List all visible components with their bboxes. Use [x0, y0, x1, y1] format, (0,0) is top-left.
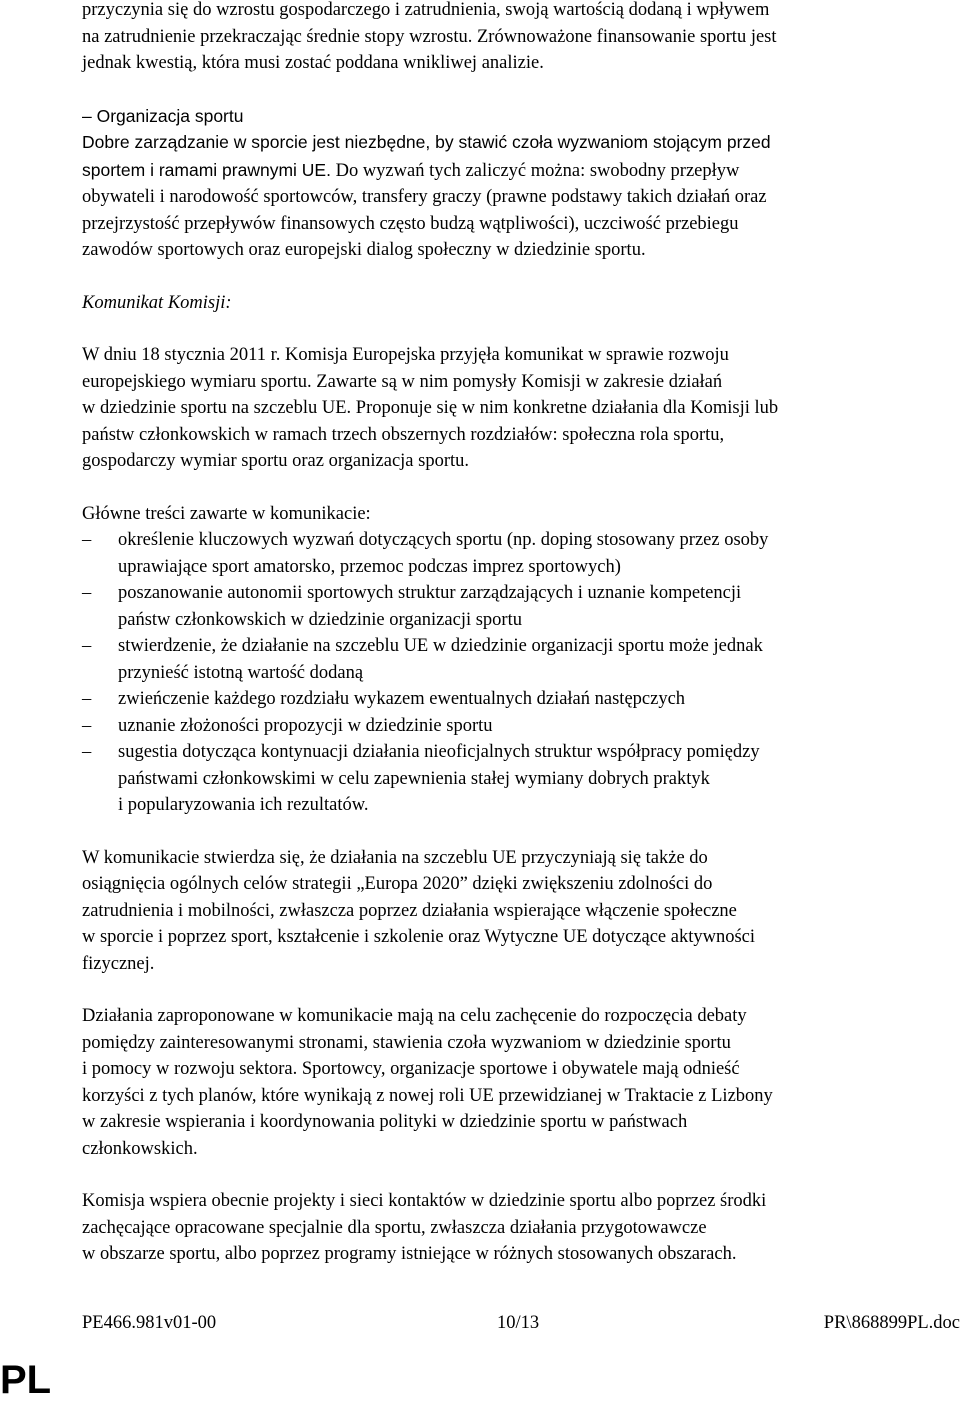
- dash-bullet: –: [82, 583, 92, 603]
- language-code: PL: [0, 1358, 52, 1402]
- content-list: [82, 527, 942, 819]
- page-number: 10/13: [497, 1313, 540, 1333]
- page-footer: [82, 1313, 960, 1339]
- dzialania-paragraph: Działania zaproponowane w komunikacie mają na celu zachęcenie do rozpoczęcia debaty pomiędzy zainteresowanymi stronami, stawienia czoła wyzwaniom w dziedzinie sportu i pomocy w rozwoju sektora. Sportowcy, organizacje sportowe i obywatele mają odnieść korzyści z tych planów, które wynikają z nowej roli UE przewidzianej w Traktacie z Lizbony w zakresie wspierania i koordynowania polityki w dziedzinie sportu w państwach członkowskich.: [82, 1006, 773, 1159]
- komisja-paragraph: Komisja wspiera obecnie projekty i sieci kontaktów w dziedzinie sportu albo poprzez środki zachęcające opracowane specjalnie dla sportu, zwłaszcza działania przygotowawcze w obszarze sportu, albo poprzez programy istniejące w różnych stosowanych obszarach.: [82, 1191, 767, 1264]
- list-item: – sugestia dotycząca kontynuacji działania nieoficjalnych struktur współpracy pomiędzy państwami członkowskimi w celu zapewnienia stałej wymiany dobrych praktyk i popularyzowania ich rezultatów.: [82, 739, 942, 819]
- list-item: – stwierdzenie, że działanie na szczeblu UE w dziedzinie organizacji sportu może jednak przynieść istotną wartość dodaną: [82, 633, 942, 686]
- glowne-heading: Główne treści zawarte w komunikacie:: [82, 503, 371, 524]
- europa-paragraph: W komunikacie stwierdza się, że działania na szczeblu UE przyczyniają się także do osiągnięcia ogólnych celów strategii „Europa 2020” dzięki zwiększeniu zdolności do zatrudnienia i mobilności, zwłaszcza poprzez działania wspierające włączenie społeczne w sporcie i poprzez sport, kształcenie i szkolenie oraz Wytyczne UE dotyczące aktywności fizycznej.: [82, 847, 756, 974]
- dash-bullet: –: [82, 742, 92, 762]
- list-item: – poszanowanie autonomii sportowych struktur zarządzających i uznanie kompetencji państw członkowskich w dziedzinie organizacji sportu: [82, 580, 942, 633]
- list-item: – uznanie złożoności propozycji w dziedzinie sportu: [82, 713, 942, 740]
- file-name: PR\868899PL.doc: [823, 1313, 960, 1333]
- list-item: – zwieńczenie każdego rozdziału wykazem ewentualnych działań następczych: [82, 686, 942, 713]
- dash-bullet: –: [82, 636, 92, 656]
- document-reference: PE466.981v01-00: [82, 1313, 217, 1333]
- komunikat-paragraph: W dniu 18 stycznia 2011 r. Komisja Europejska przyjęła komunikat w sprawie rozwoju europejskiego wymiaru sportu. Zawarte są w nim pomysły Komisji w zakresie działań w dziedzinie sportu na szczeblu UE. Proponuje się w nim konkretne działania dla Komisji lub państw członkowskich w ramach trzech obszernych rozdziałów: społeczna rola sportu, gospodarczy wymiar sportu oraz organizacja sportu.: [82, 345, 779, 471]
- dash-bullet: –: [82, 530, 92, 550]
- organizacja-paragraph: Dobre zarządzanie w sporcie jest niezbędne, by stawić czoła wyzwaniom stojącym przed sportem i ramami prawnymi UE. Do wyzwań tych zaliczyć można: swobodny przepływ obywateli i narodowość sportowców, transfery graczy (prawne podstawy takich działań oraz przejrzystość przepływów finansowych często budzą wątpliwości), uczciwość przebiegu zawodów sportowych oraz europejski dialog społeczny w dziedzinie sportu.: [82, 132, 771, 260]
- list-item: – określenie kluczowych wyzwań dotyczących sportu (np. doping stosowany przez osoby uprawiające sport amatorsko, przemoc podczas imprez sportowych): [82, 527, 942, 580]
- komunikat-heading: Komunikat Komisji:: [82, 292, 232, 313]
- intro-paragraph: przyczynia się do wzrostu gospodarczego i zatrudnienia, swoją wartością dodaną i wpływem na zatrudnienie przekraczając średnie stopy wzrostu. Zrównoważone finansowanie sportu jest jednak kwestią, która musi zostać poddana wnikliwej analizie.: [82, 0, 777, 73]
- organizacja-heading: – Organizacja sportu: [82, 105, 244, 126]
- dash-bullet: –: [82, 689, 92, 709]
- dash-bullet: –: [82, 715, 92, 736]
- document-body: [82, 0, 942, 1268]
